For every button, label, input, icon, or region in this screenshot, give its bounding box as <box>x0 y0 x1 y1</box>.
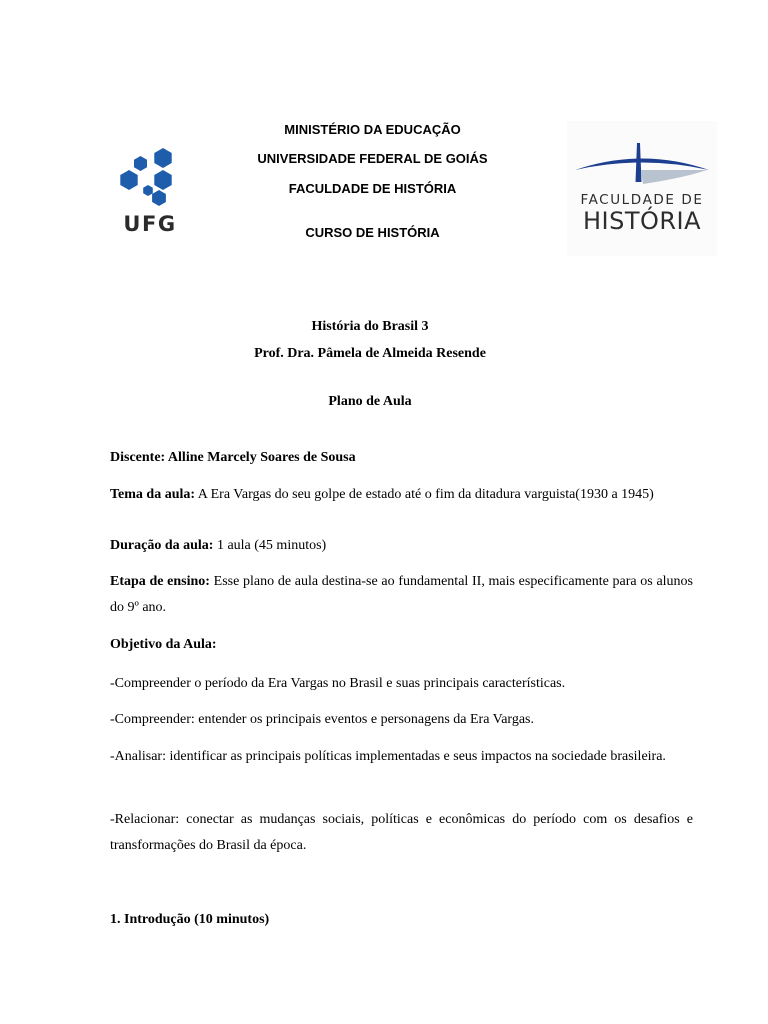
objectives-heading: Objetivo da Aula: <box>110 637 217 652</box>
objective-item: -Compreender: entender os principais eventos e personagens da Era Vargas. <box>110 712 535 727</box>
objective-item: -Relacionar: conectar as mudanças sociais, políticas e econômicas do período com os desafios e transformações do Brasil da época. <box>110 812 693 853</box>
header-faculty: FACULDADE DE HISTÓRIA <box>288 181 457 196</box>
ufg-logo <box>117 147 183 237</box>
student-line: Discente: Alline Marcely Soares de Sousa <box>110 450 356 465</box>
fh-logo-line1: FACULDADE DE <box>580 192 704 208</box>
tema-paragraph <box>110 482 693 508</box>
tema-value: A Era Vargas do seu golpe de estado até o fim da ditadura varguista(1930 a 1945) <box>195 487 654 502</box>
etapa-value: Esse plano de aula destina-se ao fundamental II, mais especificamente para os alunos do 9º ano. <box>110 574 693 615</box>
tema-label: Tema da aula: <box>110 487 196 502</box>
section-introduction-heading: 1. Introdução (10 minutos) <box>110 912 270 927</box>
header-university: UNIVERSIDADE FEDERAL DE GOIÁS <box>257 151 488 166</box>
header-course: CURSO DE HISTÓRIA <box>305 225 440 240</box>
objective-item: -Analisar: identificar as principais políticas implementadas e seus impactos na sociedade brasileira. <box>110 749 666 764</box>
document-type: Plano de Aula <box>328 394 412 409</box>
duracao-value: 1 aula (45 minutos) <box>213 538 327 553</box>
professor-name: Prof. Dra. Pâmela de Almeida Resende <box>254 346 486 361</box>
duracao-label: Duração da aula: <box>110 538 214 553</box>
fh-logo-line2: HISTÓRIA <box>582 207 702 235</box>
ufg-logo-text: UFG <box>123 212 177 236</box>
etapa-label: Etapa de ensino: <box>110 574 210 589</box>
course-title: História do Brasil 3 <box>311 319 429 334</box>
objective-item: -Compreender o período da Era Vargas no Brasil e suas principais características. <box>110 676 566 691</box>
etapa-paragraph <box>110 569 693 621</box>
faculdade-historia-logo <box>567 121 717 256</box>
duracao-paragraph <box>110 533 693 559</box>
header-ministry: MINISTÉRIO DA EDUCAÇÃO <box>284 122 461 137</box>
